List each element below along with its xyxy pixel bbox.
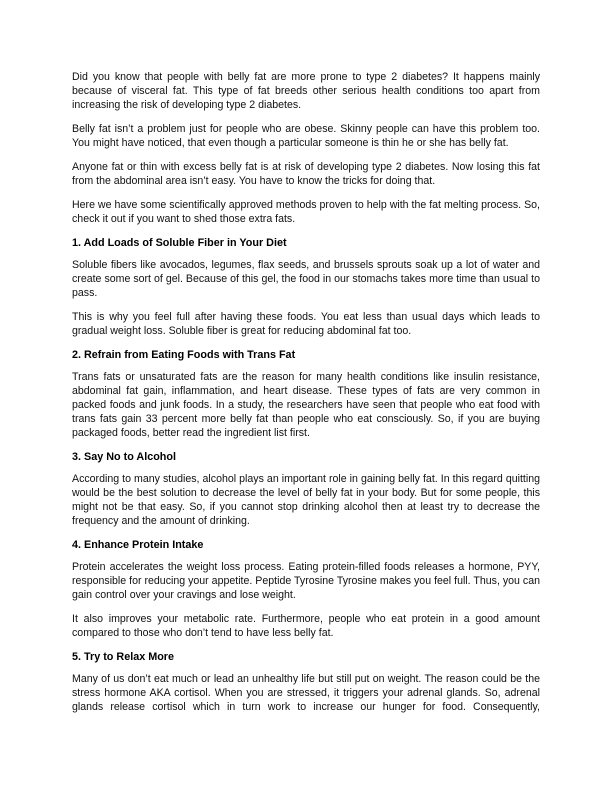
intro-paragraph: Did you know that people with belly fat are more prone to type 2 diabetes? It happens mainly because of visceral fat. This type of fat breeds other serious health conditions too apart from increasing the risk of developing type 2 diabetes. bbox=[72, 71, 540, 111]
section-paragraph: It also improves your metabolic rate. Furthermore, people who eat protein in a good amount compared to those who don’t tend to have less belly fat. bbox=[72, 613, 540, 639]
section-paragraph: Many of us don’t eat much or lead an unhealthy life but still put on weight. The reason could be the stress hormone AKA cortisol. When you are stressed, it triggers your adrenal glands. So, adrenal glands release cortisol which in turn work to increase our hunger for food. Consequently, bbox=[72, 673, 540, 713]
section-paragraph: According to many studies, alcohol plays an important role in gaining belly fat. In this regard quitting would be the best solution to decrease the level of belly fat in your body. But for some people, this might not be that easy. So, if you cannot stop drinking alcohol then at least try to decrease the frequency and the amount of drinking. bbox=[72, 473, 540, 527]
document-page bbox=[72, 70, 540, 724]
intro-paragraph: Anyone fat or thin with excess belly fat is at risk of developing type 2 diabetes. Now losing this fat from the abdominal area isn’t easy. You have to know the tricks for doing that. bbox=[72, 161, 540, 187]
section-heading: 1. Add Loads of Soluble Fiber in Your Diet bbox=[72, 237, 287, 249]
intro-paragraph: Here we have some scientifically approved methods proven to help with the fat melting process. So, check it out if you want to shed those extra fats. bbox=[72, 199, 540, 225]
section-paragraph: Soluble fibers like avocados, legumes, flax seeds, and brussels sprouts soak up a lot of water and create some sort of gel. Because of this gel, the food in our stomachs takes more time than usual to pass. bbox=[72, 259, 540, 299]
section-paragraph: Trans fats or unsaturated fats are the reason for many health conditions like insulin resistance, abdominal fat gain, inflammation, and heart disease. These types of fats are very common in packed foods and junk foods. In a study, the researchers have seen that people who eat food with trans fats gain 33 percent more belly fat than people who eat consciously. So, if you are buying packaged foods, better read the ingredient list first. bbox=[72, 371, 540, 439]
section-paragraph: This is why you feel full after having these foods. You eat less than usual days which leads to gradual weight loss. Soluble fiber is great for reducing abdominal fat too. bbox=[72, 311, 540, 337]
section-heading: 2. Refrain from Eating Foods with Trans Fat bbox=[72, 349, 296, 361]
section-heading: 5. Try to Relax More bbox=[72, 651, 175, 663]
section-heading: 3. Say No to Alcohol bbox=[72, 451, 176, 463]
section-paragraph: Protein accelerates the weight loss process. Eating protein-filled foods releases a hormone, PYY, responsible for reducing your appetite. Peptide Tyrosine Tyrosine makes you feel full. Thus, you can gain control over your cravings and lose weight. bbox=[72, 561, 540, 601]
section-heading: 4. Enhance Protein Intake bbox=[72, 539, 204, 551]
intro-paragraph: Belly fat isn’t a problem just for people who are obese. Skinny people can have this problem too. You might have noticed, that even though a particular someone is thin he or she has belly fat. bbox=[72, 123, 540, 149]
